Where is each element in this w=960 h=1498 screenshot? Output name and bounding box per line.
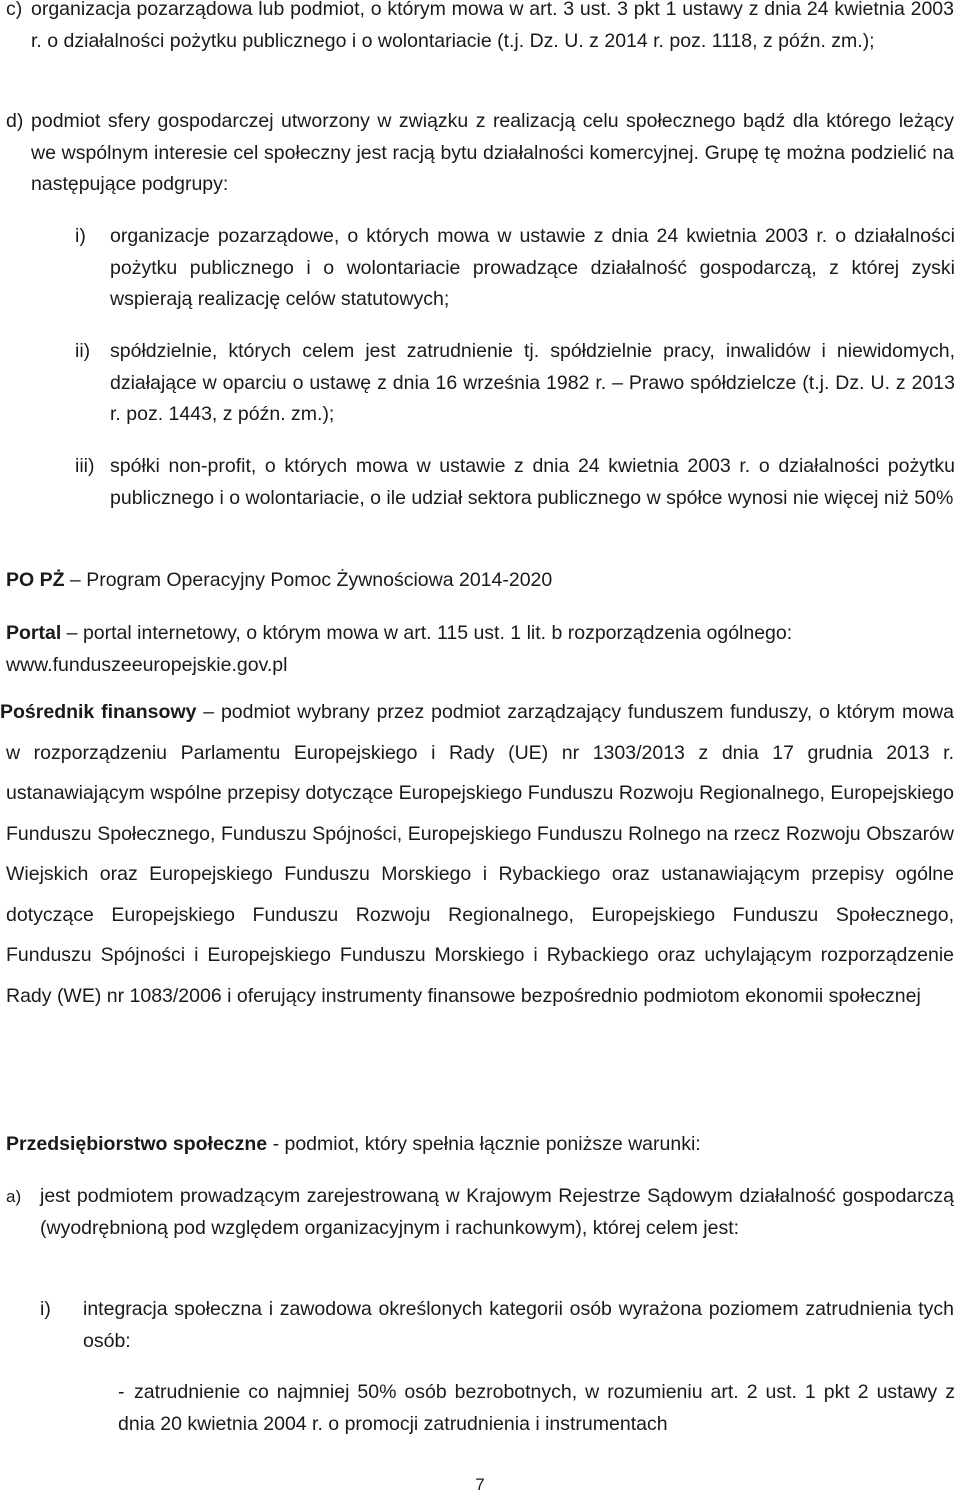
page-number: 7 <box>475 1475 485 1494</box>
condition-dash-text: zatrudnienie co najmniej 50% osób bezrobotnych, w rozumieniu art. 2 ust. 1 pkt 2 ustawy z dnia 20 kwietnia 2004 r. o promocji zatrudnienia i instrumentach <box>118 1381 955 1435</box>
definition-text: - podmiot, który spełnia łącznie poniższe warunki: <box>267 1133 701 1155</box>
definition-text: – portal internetowy, o którym mowa w art. 115 ust. 1 lit. b rozporządzenia ogólnego: www.funduszeeuropejskie.gov.pl <box>6 622 793 676</box>
definition-posrednik-finansowy <box>0 692 954 1016</box>
item-d-text: podmiot sfery gospodarczej utworzony w związku z realizacją celu społecznego bądź dla którego leżący we wspólnym interesie cel społeczny jest racją bytu działalności komercyjnej. Grupę tę można podzielić na następujące podgrupy: <box>31 110 954 195</box>
subitem-i-marker: i) <box>75 225 86 247</box>
definition-portal <box>6 617 954 681</box>
item-d-marker: d) <box>6 110 24 132</box>
definition-text: – podmiot wybrany przez podmiot zarządzający funduszem funduszy, o którym mowa w rozporządzeniu Parlamentu Europejskiego i Rady (UE) nr 1303/2013 z dnia 17 grudnia 2013 r. ustanawiającym wspólne przepisy dotyczące Europejskiego Funduszu Rozwoju Regionalnego, Europejskiego Funduszu Społecznego, Funduszu Spójności, Europejskiego Funduszu Rolnego na rzecz Rozwoju Obszarów Wiejskich oraz Europejskiego Funduszu Morskiego i Rybackiego oraz ustanawiającym przepisy ogólne dotyczące Europejskiego Funduszu Rozwoju Regionalnego, Europejskiego Funduszu Społecznego, Funduszu Spójności i Europejskiego Funduszu Morskiego i Rybackiego oraz uchylającym rozporządzenie Rady (WE) nr 1083/2006 i oferujący instrumenty finansowe bezpośrednio podmiotom ekonomii społecznej <box>6 701 954 1007</box>
condition-i-text: integracja społeczna i zawodowa określonych kategorii osób wyrażona poziomem zatrudnienia tych osób: <box>83 1298 954 1352</box>
subitem-iii-marker: iii) <box>75 455 95 477</box>
condition-a-marker: a) <box>6 1187 22 1206</box>
condition-dash-marker: - <box>118 1381 125 1403</box>
subitem-ii-marker: ii) <box>75 340 91 362</box>
item-c-text: organizacja pozarządowa lub podmiot, o którym mowa w art. 3 ust. 3 pkt 1 ustawy z dnia 24 kwietnia 2003 r. o działalności pożytku publicznego i o wolontariacie (t.j. Dz. U. z 2014 r. poz. 1118, z późn. zm.); <box>31 0 954 52</box>
definition-term: Przedsiębiorstwo społeczne <box>6 1133 268 1155</box>
subitem-ii-text: spółdzielnie, których celem jest zatrudnienie tj. spółdzielnie pracy, inwalidów i niewidomych, działające w oparciu o ustawę z dnia 16 września 1982 r. – Prawo spółdzielcze (t.j. Dz. U. z 2013 r. poz. 1443, z późn. zm.); <box>110 340 955 425</box>
condition-a-text: jest podmiotem prowadzącym zarejestrowaną w Krajowym Rejestrze Sądowym działalność gospodarczą (wyodrębnioną pod względem organizacyjnym i rachunkowym), której celem jest: <box>40 1185 954 1239</box>
definition-po-pz <box>6 564 954 596</box>
condition-i-marker: i) <box>40 1298 51 1320</box>
definition-term: PO PŻ <box>6 569 65 591</box>
definition-term: Portal <box>6 622 62 644</box>
definition-przedsiebiorstwo-spoleczne <box>6 1128 954 1160</box>
item-c-marker: c) <box>6 0 23 20</box>
definition-term: Pośrednik finansowy <box>0 701 197 723</box>
subitem-i-text: organizacje pozarządowe, o których mowa w ustawie z dnia 24 kwietnia 2003 r. o działalności pożytku publicznego i o wolontariacie prowadzące działalność gospodarczą, z której zyski wspierają realizację celów statutowych; <box>110 225 955 310</box>
definition-text: – Program Operacyjny Pomoc Żywnościowa 2014-2020 <box>64 569 553 591</box>
subitem-iii-text: spółki non-profit, o których mowa w ustawie z dnia 24 kwietnia 2003 r. o działalności pożytku publicznego i o wolontariacie, o ile udział sektora publicznego w spółce wynosi nie więcej niż 50% <box>110 455 955 509</box>
